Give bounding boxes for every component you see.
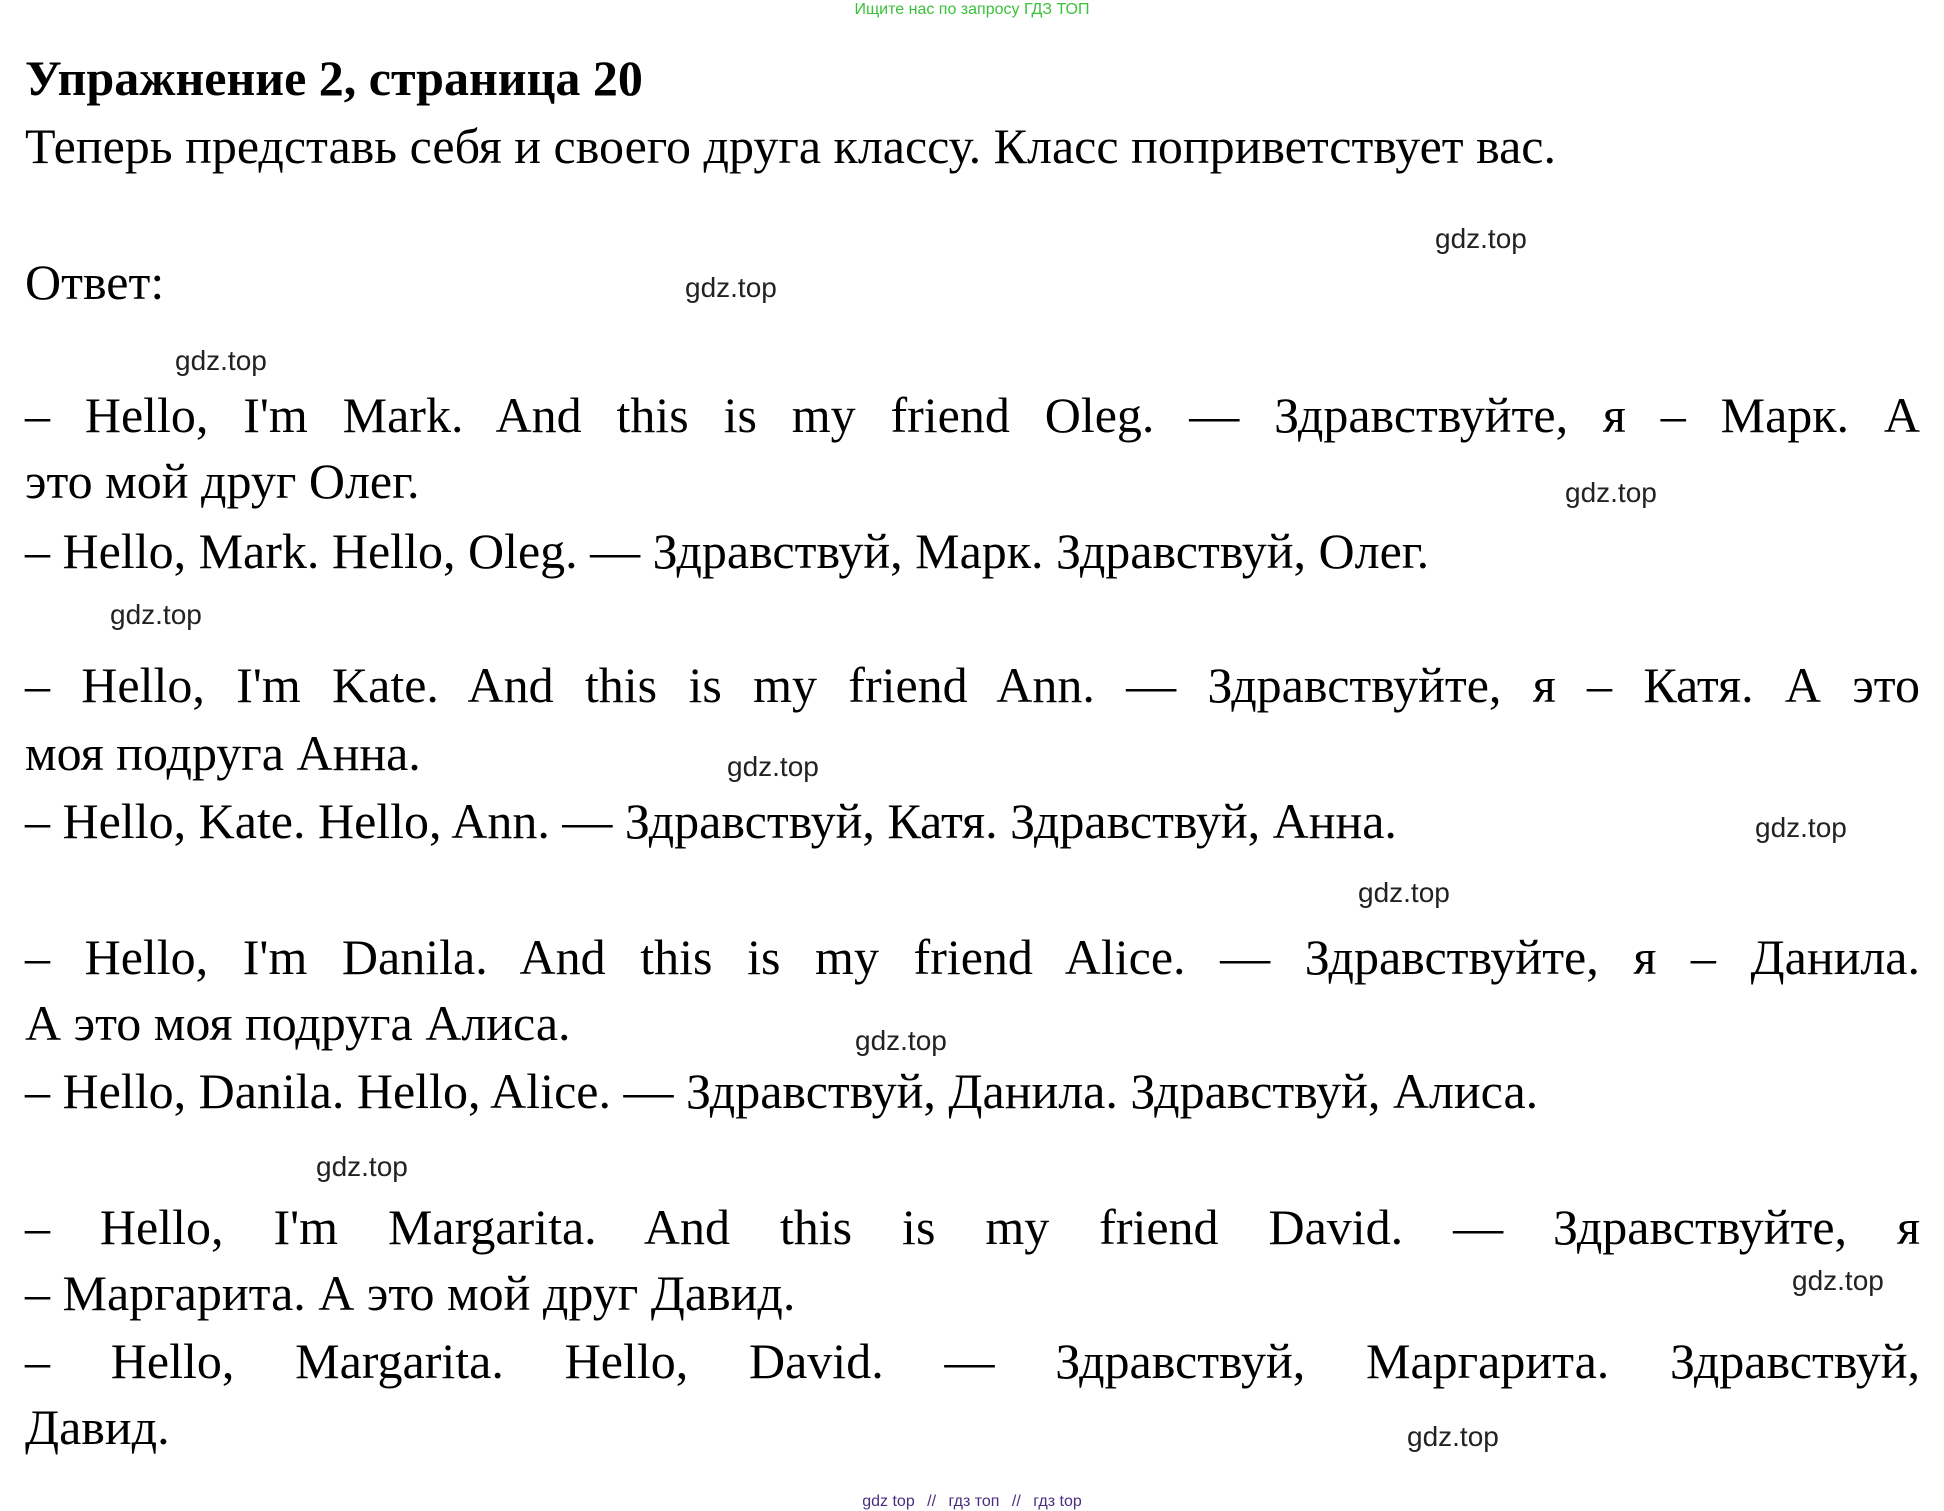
answer-line: – Hello, Margarita. Hello, David. — Здравствуй, Маргарита. Здравствуй, [25,1333,1920,1389]
answer-label: Ответ: [25,254,165,310]
answer-line: – Hello, I'm Kate. And this is my friend Ann. — Здравствуйте, я – Катя. А это [25,657,1920,713]
watermark: gdz.top [1407,1421,1499,1452]
answer-line: А это моя подруга Алиса. [25,995,571,1051]
watermark: gdz.top [685,272,777,303]
answer-line: это мой друг Олег. [25,453,420,509]
answer-line: – Hello, I'm Margarita. And this is my friend David. — Здравствуйте, я [25,1199,1920,1255]
answer-line: – Hello, I'm Mark. And this is my friend Oleg. — Здравствуйте, я – Марк. А [25,387,1920,443]
answer-line: – Hello, I'm Danila. And this is my friend Alice. — Здравствуйте, я – Данила. [25,929,1920,985]
answer-line: Давид. [25,1399,170,1455]
page-title: Упражнение 2, страница 20 [25,50,643,106]
footer-separator: // [927,1493,937,1510]
watermark: gdz.top [1565,477,1657,508]
footer [0,1492,1944,1511]
top-banner [0,0,1944,20]
watermark: gdz.top [110,599,202,630]
watermark: gdz.top [1755,812,1847,843]
banner-text: Ищите нас по запросу ГДЗ ТОП [854,1,1090,18]
answer-line: – Маргарита. А это мой друг Давид. [25,1265,796,1321]
answer-line: моя подруга Анна. [25,725,421,781]
watermark: gdz.top [175,345,267,376]
footer-link[interactable]: гдз топ [948,1493,1000,1510]
footer-link[interactable]: гдз top [1033,1493,1082,1510]
task-text: Теперь представь себя и своего друга классу. Класс поприветствует вас. [25,118,1556,174]
watermark: gdz.top [1358,877,1450,908]
watermark: gdz.top [1792,1265,1884,1296]
footer-separator: // [1011,1493,1021,1510]
answer-line: – Hello, Kate. Hello, Ann. — Здравствуй, Катя. Здравствуй, Анна. [25,793,1397,849]
watermark: gdz.top [316,1151,408,1182]
answer-line: – Hello, Mark. Hello, Oleg. — Здравствуй, Марк. Здравствуй, Олег. [25,523,1430,579]
watermark: gdz.top [855,1025,947,1056]
watermark: gdz.top [1435,223,1527,254]
watermark: gdz.top [727,751,819,782]
footer-link[interactable]: gdz top [862,1493,915,1510]
answer-line: – Hello, Danila. Hello, Alice. — Здравствуй, Данила. Здравствуй, Алиса. [25,1063,1539,1119]
